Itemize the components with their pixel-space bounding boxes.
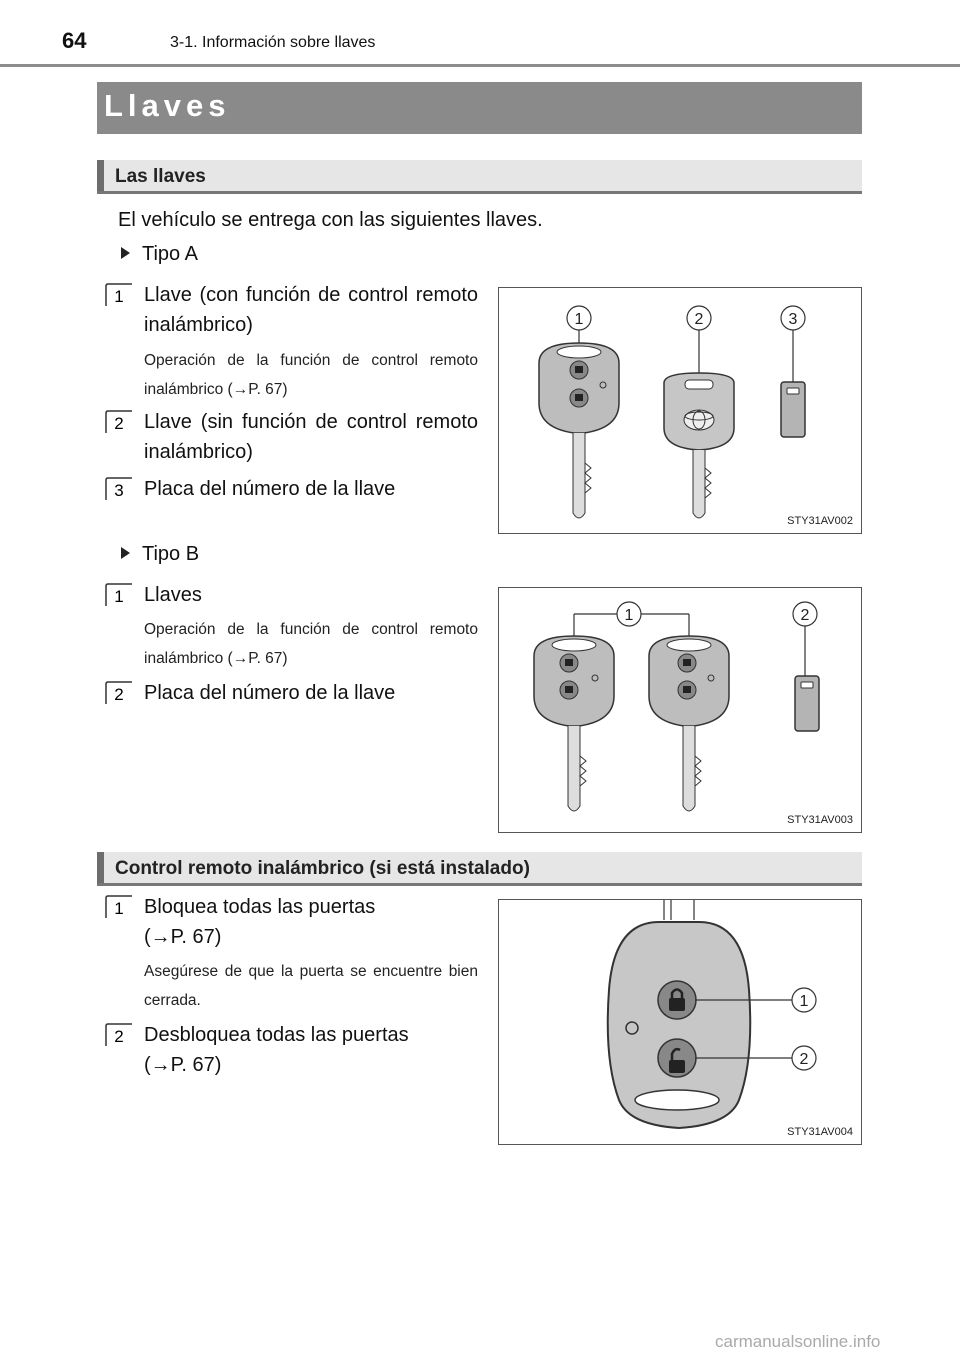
page-number: 64	[62, 28, 87, 53]
svg-text:2: 2	[114, 1027, 124, 1046]
svg-text:3: 3	[788, 311, 798, 328]
type-a-item-3-text: Placa del número de la llave	[144, 478, 396, 500]
remote-illustration	[499, 900, 861, 1144]
remote-item-1-line-2: (→P. 67)	[144, 926, 222, 948]
triangle-bullet-icon	[121, 547, 130, 559]
keys-type-b-illustration	[499, 588, 861, 832]
bullet-type-b	[121, 543, 199, 566]
type-b-item-1-text: Llaves	[144, 584, 202, 606]
type-b-item-2-text: Placa del número de la llave	[144, 682, 396, 704]
svg-text:3: 3	[114, 481, 124, 500]
svg-text:1: 1	[574, 311, 584, 328]
remote-item-2-line-1: Desbloquea todas las puertas	[144, 1024, 409, 1046]
figure-type-a	[498, 287, 862, 534]
svg-text:2: 2	[799, 1051, 809, 1068]
number-2-icon	[104, 409, 134, 435]
figure-remote	[498, 899, 862, 1145]
footer-watermark: carmanualsonline.info	[715, 1332, 881, 1351]
svg-text:2: 2	[800, 607, 810, 624]
header-rule	[0, 64, 960, 67]
remote-item-1-note: Asegúrese de que la puerta se encuentre bien cerrada.	[144, 963, 478, 1009]
number-3-icon	[104, 476, 134, 502]
figure-code-b: STY31AV003	[787, 814, 853, 826]
figure-code-a: STY31AV002	[787, 515, 853, 527]
remote-item-2-line-2: (→P. 67)	[144, 1054, 222, 1076]
page-title: Llaves	[104, 88, 231, 123]
svg-text:2: 2	[114, 414, 124, 433]
figure-type-b	[498, 587, 862, 833]
figure-code-remote: STY31AV004	[787, 1126, 853, 1138]
section-heading-keys: Las llaves	[115, 166, 206, 187]
type-a-item-1-note: Operación de la función de control remoto inalámbrico (→P. 67)	[144, 352, 478, 398]
type-b-label: Tipo B	[142, 543, 200, 565]
number-1-icon	[104, 894, 134, 920]
type-a-item-1-text: Llave (con función de control remoto inalámbrico)	[144, 284, 478, 336]
svg-text:1: 1	[114, 287, 124, 306]
type-a-label: Tipo A	[142, 243, 198, 265]
number-2-icon	[104, 680, 134, 706]
keys-type-a-illustration	[499, 288, 861, 533]
svg-text:2: 2	[114, 685, 124, 704]
type-a-item-2-text: Llave (sin función de control remoto inalámbrico)	[144, 411, 478, 463]
svg-text:2: 2	[694, 311, 704, 328]
number-2-icon	[104, 1022, 134, 1048]
svg-text:1: 1	[114, 587, 124, 606]
section-bar-keys	[97, 160, 862, 194]
svg-text:1: 1	[114, 899, 124, 918]
section-heading-remote: Control remoto inalámbrico (si está instalado)	[115, 858, 530, 879]
intro-text: El vehículo se entrega con las siguientes llaves.	[118, 209, 543, 231]
bullet-type-a	[121, 243, 198, 266]
number-1-icon	[104, 282, 134, 308]
triangle-bullet-icon	[121, 247, 130, 259]
svg-text:1: 1	[799, 993, 809, 1010]
running-head: 3-1. Información sobre llaves	[170, 34, 376, 51]
remote-item-1-line-1: Bloquea todas las puertas	[144, 896, 376, 918]
number-1-icon	[104, 582, 134, 608]
svg-text:1: 1	[624, 607, 634, 624]
type-b-item-1-note: Operación de la función de control remoto inalámbrico (→P. 67)	[144, 621, 478, 667]
